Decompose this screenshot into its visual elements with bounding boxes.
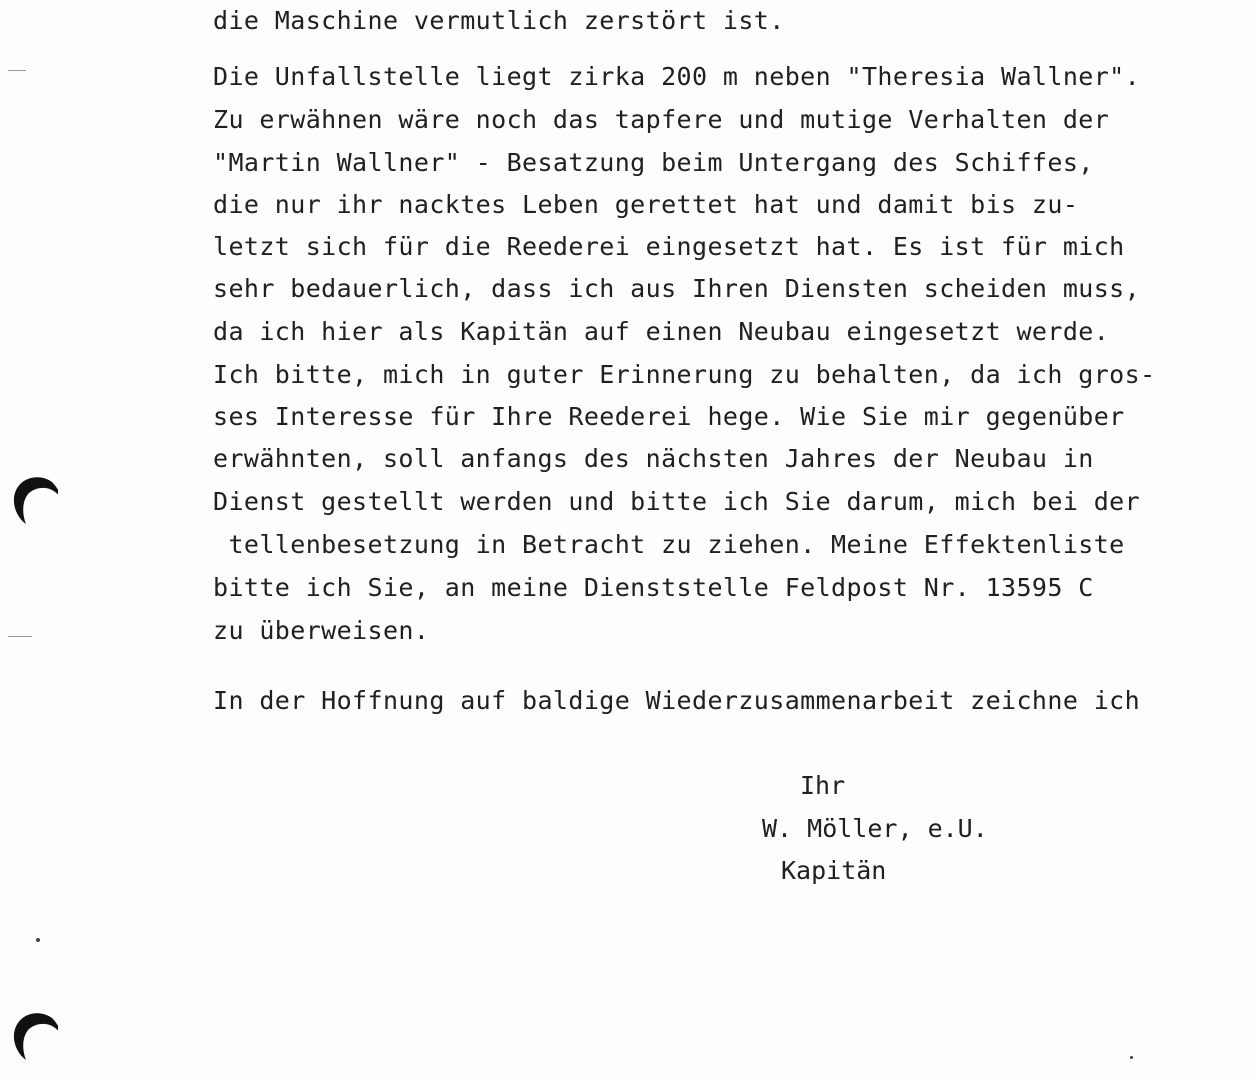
letter-line: bitte ich Sie, an meine Dienststelle Feldpost Nr. 13595 C [213,573,1094,602]
letter-line: Dienst gestellt werden und bitte ich Sie darum, mich bei der [213,487,1141,516]
closing-salutation: Ihr [800,771,846,800]
letter-line: sehr bedauerlich, dass ich aus Ihren Diensten scheiden muss, [213,274,1141,303]
letter-line: Zu erwähnen wäre noch das tapfere und mutige Verhalten der [213,105,1110,134]
scan-mark [8,70,26,71]
letter-line: tellenbesetzung in Betracht zu ziehen. Meine Effektenliste [213,530,1125,559]
letter-line: Ich bitte, mich in guter Erinnerung zu behalten, da ich gros- [213,360,1156,389]
letter-line: da ich hier als Kapitän auf einen Neubau eingesetzt werde. [213,317,1110,346]
letter-line: "Martin Wallner" - Besatzung beim Untergang des Schiffes, [213,148,1094,177]
signer-title: Kapitän [781,856,887,885]
letter-line: ses Interesse für Ihre Reederei hege. Wie Sie mir gegenüber [213,402,1125,431]
letter-line: In der Hoffnung auf baldige Wiederzusammenarbeit zeichne ich [213,686,1141,715]
signer-name: W. Möller, e.U. [762,814,988,843]
letter-line: erwähnten, soll anfangs des nächsten Jahres der Neubau in [213,444,1094,473]
letter-line: letzt sich für die Reederei eingesetzt hat. Es ist für mich [213,232,1125,261]
scan-mark [8,636,32,637]
letter-line: die nur ihr nacktes Leben gerettet hat und damit bis zu- [213,190,1079,219]
letter-line: die Maschine vermutlich zerstört ist. [213,6,785,35]
letter-line: zu überweisen. [213,616,430,645]
scan-speck [1130,1056,1133,1059]
scan-speck [36,938,40,942]
punch-hole-icon [8,468,58,528]
letter-line: Die Unfallstelle liegt zirka 200 m neben "Theresia Wallner". [213,62,1141,91]
punch-hole-icon [8,1004,58,1064]
